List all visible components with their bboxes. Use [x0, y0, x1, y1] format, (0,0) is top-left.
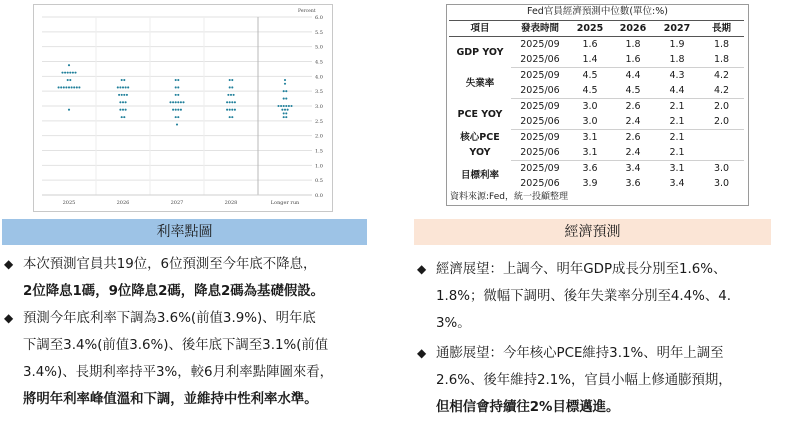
y-tick-label: 5.5 [315, 29, 323, 36]
dot-mark [231, 86, 233, 88]
dot-mark [125, 109, 127, 111]
dot-mark [231, 79, 233, 81]
table-cell: 3.0 [713, 178, 730, 189]
dot-mark [234, 101, 236, 103]
dot-mark [67, 72, 69, 74]
table-cell: 2.6 [611, 99, 655, 115]
table-cell: 3.1 [569, 130, 611, 146]
table-cell: 2025/06 [520, 85, 560, 96]
dot-mark [121, 79, 123, 81]
table-cell: 2025/06 [520, 116, 560, 127]
dot-mark [284, 109, 286, 111]
dot-mark [125, 86, 127, 88]
table-cell: 1.8 [713, 54, 730, 65]
table-cell: 3.4 [669, 178, 685, 189]
diamond-bullet-icon: ◆ [417, 262, 427, 276]
dot-mark [119, 109, 121, 111]
dot-mark [76, 86, 78, 88]
table-cell: 2025/06 [520, 147, 560, 158]
table-cell: 2.4 [625, 116, 641, 127]
table-cell [699, 145, 744, 161]
y-tick-label: 0.5 [315, 178, 323, 185]
dot-mark [234, 109, 236, 111]
table-cell: 4.5 [625, 85, 641, 96]
dot-mark [177, 86, 179, 88]
unit-label: Percent [298, 9, 316, 14]
dot-mark [74, 72, 76, 74]
table-cell: 2025/09 [511, 99, 569, 115]
table-cell: 4.5 [582, 85, 598, 96]
dot-plot-section-header: 利率點圖 [2, 219, 367, 245]
table-cell-item: 失業率 [465, 77, 495, 89]
table-cell: 2.1 [669, 147, 685, 158]
text-line: 經濟展望：上調今、明年GDP成長分別至1.6%、 [436, 262, 727, 277]
col-header-date: 發表時間 [511, 21, 569, 37]
dot-mark [231, 109, 233, 111]
table-cell: 1.6 [625, 54, 641, 65]
text-line: 但相信會持續往2%目標邁進。 [436, 400, 620, 415]
x-tick-label: 2027 [170, 200, 184, 206]
dot-mark [284, 83, 286, 85]
dot-mark [123, 94, 125, 96]
text-line: 預測今年底利率下調為3.6%(前值3.9%)、明年底 [23, 311, 316, 326]
table-cell: 2025/06 [520, 178, 560, 189]
text-line: 3%。 [436, 316, 471, 331]
table-cell: 2025/09 [511, 161, 569, 177]
col-header-item: 項目 [449, 21, 511, 37]
table-cell [699, 130, 744, 146]
dot-mark [71, 86, 73, 88]
diamond-bullet-icon: ◆ [4, 311, 14, 325]
dot-mark [283, 90, 285, 92]
dot-mark [231, 116, 233, 118]
y-tick-label: 0.0 [315, 193, 323, 199]
text-line: 2.6%、後年維持2.1%，官員小幅上修通膨預期， [436, 373, 732, 388]
dot-mark [58, 86, 60, 88]
table-cell-item: 核心PCE YOY [460, 132, 500, 158]
dot-mark [229, 79, 231, 81]
y-tick-label: 2.0 [315, 133, 323, 140]
dot-mark [126, 94, 128, 96]
dot-mark [285, 98, 287, 100]
table-cell: 3.1 [582, 147, 598, 158]
dot-mark [288, 105, 290, 107]
table-cell: 2.0 [699, 99, 744, 115]
list-item [4, 251, 374, 305]
col-header-2026: 2026 [611, 21, 655, 37]
dot-mark [123, 116, 125, 118]
table-cell: 2.1 [655, 130, 699, 146]
dot-mark [177, 116, 179, 118]
diamond-bullet-icon: ◆ [4, 257, 14, 271]
dot-mark [229, 86, 231, 88]
table-cell-item: GDP YOY [456, 46, 504, 58]
y-tick-label: 4.0 [315, 74, 323, 81]
dot-mark [283, 98, 285, 100]
dot-mark [68, 86, 70, 88]
table-cell: 1.6 [582, 39, 598, 50]
dot-mark [78, 86, 80, 88]
dot-mark [60, 86, 62, 88]
table-cell: 2.0 [713, 116, 730, 127]
list-item [4, 305, 374, 413]
dot-mark [123, 79, 125, 81]
table-cell: 2.4 [625, 147, 641, 158]
table-cell: 4.2 [699, 68, 744, 84]
table-cell: 3.0 [699, 161, 744, 177]
col-header-2025: 2025 [569, 21, 611, 37]
dot-mark [119, 101, 121, 103]
y-tick-label: 2.5 [315, 118, 323, 125]
col-header-longer-run: 長期 [699, 21, 744, 37]
dot-mark [175, 79, 177, 81]
dot-mark [64, 72, 66, 74]
econ-source-note: 資料來源:Fed，統一投顧整理 [450, 192, 568, 202]
x-tick-label: 2026 [116, 200, 130, 206]
y-tick-label: 3.0 [315, 104, 323, 110]
list-item [417, 340, 782, 421]
table-cell: 3.1 [655, 161, 699, 177]
dot-mark [177, 79, 179, 81]
dot-mark [122, 86, 124, 88]
table-cell: 4.4 [611, 68, 655, 84]
text-line: 本次預測官員共19位，6位預測至今年底不降息， [23, 257, 317, 272]
table-cell: 4.3 [655, 68, 699, 84]
text-line: 2位降息1碼，9位降息2碼，降息2碼為基礎假設。 [23, 284, 325, 299]
table-cell: 2.1 [655, 99, 699, 115]
table-row [449, 68, 744, 84]
dot-mark [63, 86, 65, 88]
dot-mark [290, 105, 292, 107]
table-row [449, 99, 744, 115]
dot-mark [175, 116, 177, 118]
dot-mark [175, 101, 177, 103]
table-cell: 4.2 [713, 85, 730, 96]
dot-mark [127, 86, 129, 88]
table-cell: 3.4 [611, 161, 655, 177]
table-cell: 4.4 [669, 85, 685, 96]
x-tick-label: 2025 [62, 200, 76, 206]
dot-plot-svg [34, 5, 332, 211]
table-cell: 2025/09 [511, 130, 569, 146]
dot-mark [118, 94, 120, 96]
dot-mark [177, 101, 179, 103]
text-line: 1.8%；微幅下調明、後年失業率分別至4.4%、4. [436, 289, 732, 304]
dot-mark [119, 86, 121, 88]
dot-mark [287, 109, 289, 111]
table-row [449, 37, 744, 53]
dot-mark [231, 101, 233, 103]
dot-mark [280, 105, 282, 107]
y-tick-label: 1.0 [315, 163, 323, 170]
dot-mark [229, 116, 231, 118]
dot-mark [285, 105, 287, 107]
econ-table-header-row [449, 21, 744, 37]
dot-mark [73, 86, 75, 88]
dot-mark [285, 112, 287, 114]
table-cell: 3.9 [582, 178, 598, 189]
table-cell: 2.1 [669, 116, 685, 127]
dot-mark [226, 101, 228, 103]
dot-mark [61, 72, 63, 74]
table-cell: 1.4 [582, 54, 598, 65]
dot-mark [67, 79, 69, 81]
text-line: 將明年利率峰值溫和下調，並維持中性利率水準。 [23, 392, 318, 407]
dot-mark [283, 112, 285, 114]
dot-mark [175, 109, 177, 111]
dot-mark [229, 109, 231, 111]
econ-table [449, 20, 744, 191]
dot-mark [180, 101, 182, 103]
dot-mark [175, 94, 177, 96]
dot-mark [68, 109, 70, 111]
dot-mark [285, 116, 287, 118]
dot-mark [121, 94, 123, 96]
dot-mark [283, 105, 285, 107]
dot-mark [68, 64, 70, 66]
dot-mark [227, 94, 229, 96]
dot-mark [69, 72, 71, 74]
table-cell: 1.8 [669, 54, 685, 65]
table-cell: 1.8 [625, 39, 641, 50]
table-cell: 2.6 [611, 130, 655, 146]
dot-mark [175, 86, 177, 88]
table-cell: 3.0 [569, 99, 611, 115]
dot-mark [172, 109, 174, 111]
x-tick-label: Longer run [270, 200, 300, 206]
text-line: 3.4%)、長期利率持平3%，較6月利率點陣圖來看， [23, 365, 334, 380]
dot-mark [182, 101, 184, 103]
table-cell: 1.8 [713, 39, 730, 50]
econ-table-title: Fed官員經濟預測中位數(單位:%) [527, 6, 668, 17]
dot-mark [122, 101, 124, 103]
table-cell: 2025/09 [511, 68, 569, 84]
dot-mark [233, 94, 235, 96]
table-cell: 2025/06 [520, 54, 560, 65]
table-cell: 3.6 [569, 161, 611, 177]
dot-mark [226, 109, 228, 111]
fed-dot-plot [33, 4, 333, 212]
diamond-bullet-icon: ◆ [417, 346, 427, 360]
dot-mark [117, 86, 119, 88]
y-tick-label: 1.5 [315, 148, 323, 155]
text-line: 通膨展望：今年核心PCE維持3.1%、明年上調至 [436, 346, 724, 361]
dot-mark [230, 94, 232, 96]
dot-mark [284, 79, 286, 81]
dot-mark [72, 72, 74, 74]
text-line: 下調至3.4%(前值3.6%)、後年底下調至3.1%(前值 [23, 338, 329, 353]
col-header-2027: 2027 [655, 21, 699, 37]
dot-mark [172, 101, 174, 103]
dot-mark [229, 101, 231, 103]
dot-mark [65, 86, 67, 88]
table-cell: 3.6 [625, 178, 641, 189]
dot-plot-bullet-list [4, 251, 374, 413]
dot-mark [281, 109, 283, 111]
table-cell: 4.5 [569, 68, 611, 84]
y-tick-label: 6.0 [315, 15, 323, 21]
table-cell: 2025/09 [520, 39, 560, 50]
y-tick-label: 5.0 [315, 44, 323, 51]
dot-mark [285, 90, 287, 92]
list-item [417, 256, 782, 337]
table-cell-item: PCE YOY [457, 108, 503, 120]
table-row [449, 130, 744, 146]
dot-mark [125, 101, 127, 103]
dot-mark [176, 123, 178, 125]
dot-mark [122, 109, 124, 111]
table-cell: 1.9 [669, 39, 685, 50]
y-tick-label: 4.5 [315, 59, 323, 66]
econ-section-header: 經濟預測 [414, 219, 771, 245]
dot-mark [177, 109, 179, 111]
dot-mark [277, 105, 279, 107]
table-row [449, 161, 744, 177]
table-cell-item: 目標利率 [460, 170, 499, 182]
dot-mark [180, 109, 182, 111]
econ-projection-table-panel [446, 4, 749, 206]
dot-mark [121, 116, 123, 118]
dot-mark [283, 116, 285, 118]
dot-mark [169, 101, 171, 103]
econ-bullet-list [417, 256, 782, 421]
y-tick-label: 3.5 [315, 89, 323, 96]
x-tick-label: 2028 [224, 200, 238, 206]
dot-mark [177, 94, 179, 96]
table-cell: 3.0 [582, 116, 598, 127]
dot-mark [69, 79, 71, 81]
